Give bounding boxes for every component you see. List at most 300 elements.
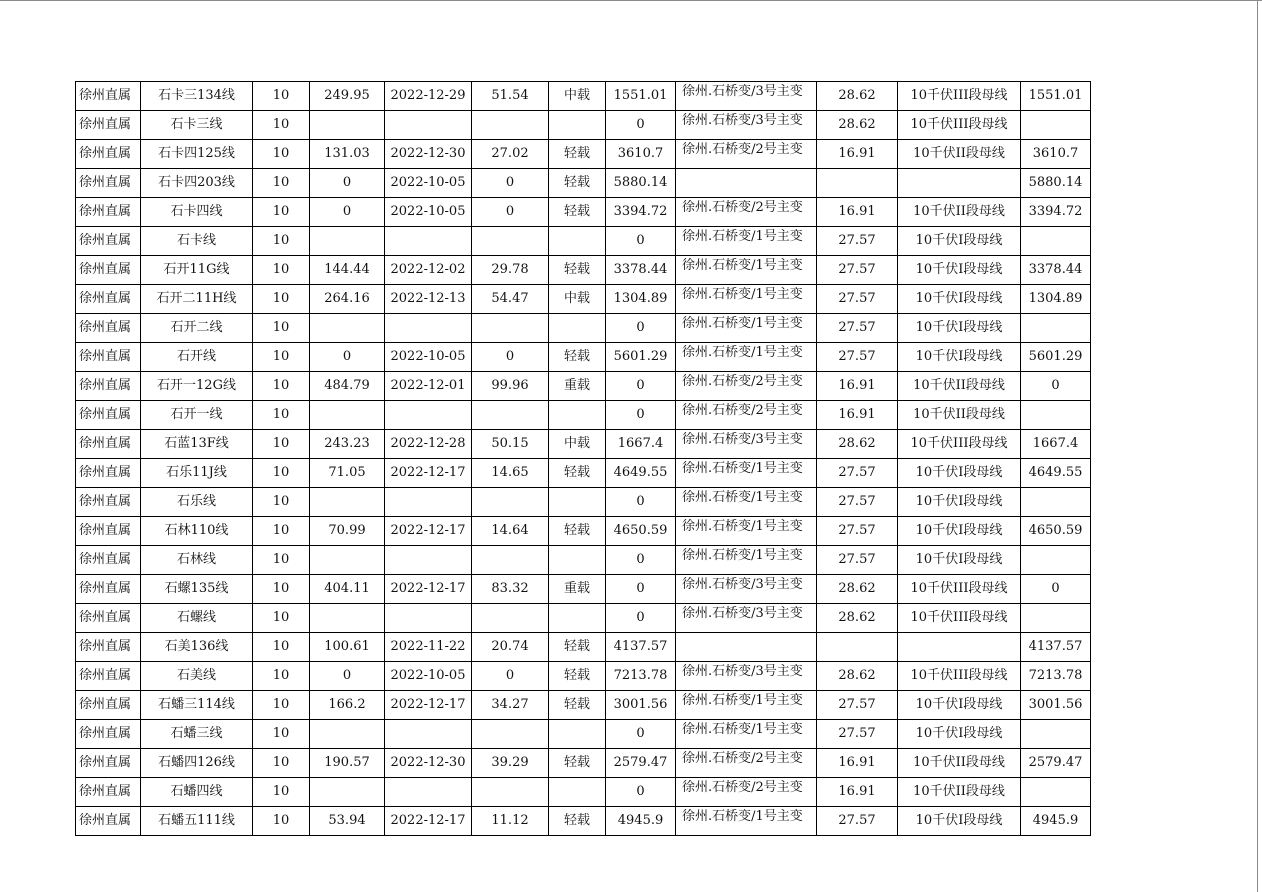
transformer-text: 徐州.石桥变/1号主变	[682, 461, 803, 476]
transformer-cell	[676, 720, 817, 749]
unit-cell: 徐州直属	[76, 488, 141, 517]
load-status-cell	[549, 778, 606, 807]
table-row	[76, 691, 1091, 720]
unit-cell: 徐州直属	[76, 749, 141, 778]
transformer-rate-cell: 27.57	[817, 488, 898, 517]
date-cell: 2022-12-17	[385, 807, 472, 836]
margin-cell	[1021, 227, 1091, 256]
capacity-cell: 0	[606, 314, 676, 343]
load-rate-cell	[472, 778, 549, 807]
capacity-cell: 0	[606, 778, 676, 807]
line-name-cell: 石蓝13F线	[141, 430, 253, 459]
transformer-cell	[676, 372, 817, 401]
value-cell: 243.23	[310, 430, 385, 459]
table-row	[76, 169, 1091, 198]
data-table	[75, 81, 1091, 836]
line-name-cell: 石卡三线	[141, 111, 253, 140]
value-cell: 0	[310, 169, 385, 198]
voltage-cell: 10	[253, 459, 310, 488]
voltage-cell: 10	[253, 604, 310, 633]
transformer-text: 徐州.石桥变/2号主变	[682, 780, 803, 795]
line-name-cell: 石卡四线	[141, 198, 253, 227]
date-cell	[385, 227, 472, 256]
transformer-text: 徐州.石桥变/1号主变	[682, 287, 803, 302]
date-cell	[385, 401, 472, 430]
transformer-rate-cell: 27.57	[817, 720, 898, 749]
transformer-rate-cell: 27.57	[817, 517, 898, 546]
margin-cell: 4137.57	[1021, 633, 1091, 662]
load-rate-cell	[472, 227, 549, 256]
margin-cell: 5880.14	[1021, 169, 1091, 198]
table-row	[76, 604, 1091, 633]
capacity-cell: 0	[606, 575, 676, 604]
transformer-cell	[676, 749, 817, 778]
transformer-cell	[676, 633, 817, 662]
transformer-cell	[676, 285, 817, 314]
transformer-cell	[676, 459, 817, 488]
load-rate-cell	[472, 488, 549, 517]
capacity-cell: 0	[606, 720, 676, 749]
transformer-rate-cell: 27.57	[817, 459, 898, 488]
value-cell	[310, 546, 385, 575]
date-cell	[385, 778, 472, 807]
transformer-rate-cell: 16.91	[817, 140, 898, 169]
transformer-cell	[676, 256, 817, 285]
unit-cell: 徐州直属	[76, 430, 141, 459]
transformer-text	[682, 171, 814, 195]
transformer-rate-cell: 28.62	[817, 111, 898, 140]
bus-cell: 10千伏I段母线	[898, 488, 1021, 517]
load-status-cell: 重载	[549, 575, 606, 604]
date-cell: 2022-12-02	[385, 256, 472, 285]
transformer-text: 徐州.石桥变/1号主变	[682, 316, 803, 331]
transformer-rate-cell: 16.91	[817, 778, 898, 807]
margin-cell: 1304.89	[1021, 285, 1091, 314]
page-top-border	[0, 0, 1262, 1]
date-cell: 2022-10-05	[385, 343, 472, 372]
voltage-cell: 10	[253, 285, 310, 314]
value-cell: 131.03	[310, 140, 385, 169]
margin-cell	[1021, 488, 1091, 517]
load-status-cell	[549, 227, 606, 256]
load-status-cell: 轻载	[549, 140, 606, 169]
transformer-text: 徐州.石桥变/3号主变	[682, 577, 803, 592]
voltage-cell: 10	[253, 488, 310, 517]
capacity-cell: 0	[606, 227, 676, 256]
margin-cell: 0	[1021, 372, 1091, 401]
bus-cell: 10千伏I段母线	[898, 546, 1021, 575]
transformer-cell	[676, 314, 817, 343]
load-status-cell: 轻载	[549, 807, 606, 836]
capacity-cell: 3394.72	[606, 198, 676, 227]
unit-cell: 徐州直属	[76, 198, 141, 227]
bus-cell: 10千伏II段母线	[898, 372, 1021, 401]
unit-cell: 徐州直属	[76, 343, 141, 372]
load-rate-cell	[472, 546, 549, 575]
voltage-cell: 10	[253, 778, 310, 807]
margin-cell	[1021, 546, 1091, 575]
table-row	[76, 575, 1091, 604]
load-status-cell: 轻载	[549, 662, 606, 691]
date-cell: 2022-10-05	[385, 662, 472, 691]
transformer-text: 徐州.石桥变/3号主变	[682, 664, 803, 679]
transformer-rate-cell: 16.91	[817, 372, 898, 401]
capacity-cell: 4945.9	[606, 807, 676, 836]
table-row	[76, 662, 1091, 691]
unit-cell: 徐州直属	[76, 575, 141, 604]
capacity-cell: 0	[606, 546, 676, 575]
load-status-cell: 中载	[549, 430, 606, 459]
date-cell	[385, 604, 472, 633]
load-status-cell: 轻载	[549, 517, 606, 546]
line-name-cell: 石美136线	[141, 633, 253, 662]
transformer-text: 徐州.石桥变/1号主变	[682, 519, 803, 534]
margin-cell: 0	[1021, 575, 1091, 604]
bus-cell: 10千伏III段母线	[898, 604, 1021, 633]
load-status-cell	[549, 488, 606, 517]
transformer-cell	[676, 517, 817, 546]
table-row	[76, 517, 1091, 546]
table-row	[76, 285, 1091, 314]
transformer-text: 徐州.石桥变/1号主变	[682, 809, 803, 824]
voltage-cell: 10	[253, 807, 310, 836]
load-rate-cell: 99.96	[472, 372, 549, 401]
bus-cell: 10千伏I段母线	[898, 517, 1021, 546]
voltage-cell: 10	[253, 662, 310, 691]
transformer-cell	[676, 691, 817, 720]
table-row	[76, 720, 1091, 749]
voltage-cell: 10	[253, 140, 310, 169]
value-cell: 100.61	[310, 633, 385, 662]
capacity-cell: 0	[606, 401, 676, 430]
transformer-text: 徐州.石桥变/3号主变	[682, 606, 803, 621]
date-cell	[385, 314, 472, 343]
voltage-cell: 10	[253, 401, 310, 430]
bus-cell: 10千伏II段母线	[898, 198, 1021, 227]
unit-cell: 徐州直属	[76, 691, 141, 720]
date-cell: 2022-12-30	[385, 140, 472, 169]
value-cell: 166.2	[310, 691, 385, 720]
transformer-cell	[676, 488, 817, 517]
load-rate-cell: 50.15	[472, 430, 549, 459]
table-row	[76, 778, 1091, 807]
line-name-cell: 石美线	[141, 662, 253, 691]
transformer-cell	[676, 546, 817, 575]
table-row	[76, 633, 1091, 662]
voltage-cell: 10	[253, 749, 310, 778]
transformer-cell	[676, 401, 817, 430]
bus-cell: 10千伏I段母线	[898, 807, 1021, 836]
transformer-text: 徐州.石桥变/3号主变	[682, 84, 803, 99]
line-name-cell: 石卡四203线	[141, 169, 253, 198]
load-status-cell: 轻载	[549, 633, 606, 662]
transformer-cell	[676, 430, 817, 459]
transformer-text: 徐州.石桥变/1号主变	[682, 693, 803, 708]
load-status-cell: 中载	[549, 82, 606, 111]
date-cell: 2022-12-30	[385, 749, 472, 778]
transformer-rate-cell	[817, 633, 898, 662]
capacity-cell: 0	[606, 488, 676, 517]
transformer-rate-cell	[817, 169, 898, 198]
value-cell	[310, 227, 385, 256]
value-cell: 53.94	[310, 807, 385, 836]
voltage-cell: 10	[253, 430, 310, 459]
unit-cell: 徐州直属	[76, 546, 141, 575]
value-cell: 144.44	[310, 256, 385, 285]
load-status-cell: 轻载	[549, 256, 606, 285]
voltage-cell: 10	[253, 691, 310, 720]
transformer-cell	[676, 604, 817, 633]
table-row	[76, 546, 1091, 575]
capacity-cell: 3001.56	[606, 691, 676, 720]
value-cell: 404.11	[310, 575, 385, 604]
load-rate-cell: 54.47	[472, 285, 549, 314]
unit-cell: 徐州直属	[76, 169, 141, 198]
voltage-cell: 10	[253, 256, 310, 285]
table-row	[76, 227, 1091, 256]
transformer-rate-cell: 28.62	[817, 82, 898, 111]
line-name-cell: 石蟠三114线	[141, 691, 253, 720]
load-status-cell	[549, 401, 606, 430]
capacity-cell: 1551.01	[606, 82, 676, 111]
line-name-cell: 石开线	[141, 343, 253, 372]
transformer-text: 徐州.石桥变/1号主变	[682, 548, 803, 563]
capacity-cell: 3378.44	[606, 256, 676, 285]
line-name-cell: 石开一线	[141, 401, 253, 430]
bus-cell: 10千伏II段母线	[898, 401, 1021, 430]
bus-cell: 10千伏III段母线	[898, 430, 1021, 459]
date-cell: 2022-12-17	[385, 459, 472, 488]
bus-cell: 10千伏I段母线	[898, 459, 1021, 488]
table-body	[76, 82, 1091, 836]
bus-cell: 10千伏II段母线	[898, 749, 1021, 778]
margin-cell: 3001.56	[1021, 691, 1091, 720]
line-name-cell: 石开二线	[141, 314, 253, 343]
unit-cell: 徐州直属	[76, 778, 141, 807]
transformer-rate-cell: 28.62	[817, 604, 898, 633]
transformer-text: 徐州.石桥变/1号主变	[682, 345, 803, 360]
line-name-cell: 石卡线	[141, 227, 253, 256]
margin-cell: 3378.44	[1021, 256, 1091, 285]
unit-cell: 徐州直属	[76, 401, 141, 430]
voltage-cell: 10	[253, 227, 310, 256]
capacity-cell: 0	[606, 372, 676, 401]
transformer-text: 徐州.石桥变/3号主变	[682, 432, 803, 447]
table-row	[76, 372, 1091, 401]
line-name-cell: 石螺线	[141, 604, 253, 633]
value-cell: 249.95	[310, 82, 385, 111]
line-name-cell: 石林110线	[141, 517, 253, 546]
date-cell	[385, 546, 472, 575]
capacity-cell: 1304.89	[606, 285, 676, 314]
transformer-rate-cell: 27.57	[817, 343, 898, 372]
load-status-cell	[549, 720, 606, 749]
value-cell	[310, 778, 385, 807]
transformer-rate-cell: 16.91	[817, 198, 898, 227]
value-cell: 484.79	[310, 372, 385, 401]
margin-cell	[1021, 720, 1091, 749]
unit-cell: 徐州直属	[76, 604, 141, 633]
margin-cell: 3610.7	[1021, 140, 1091, 169]
margin-cell	[1021, 401, 1091, 430]
voltage-cell: 10	[253, 198, 310, 227]
voltage-cell: 10	[253, 82, 310, 111]
transformer-rate-cell: 16.91	[817, 401, 898, 430]
load-rate-cell: 29.78	[472, 256, 549, 285]
line-name-cell: 石蟠四126线	[141, 749, 253, 778]
transformer-cell	[676, 807, 817, 836]
load-rate-cell: 0	[472, 343, 549, 372]
transformer-text: 徐州.石桥变/2号主变	[682, 200, 803, 215]
transformer-cell	[676, 227, 817, 256]
bus-cell: 10千伏III段母线	[898, 82, 1021, 111]
transformer-cell	[676, 140, 817, 169]
bus-cell: 10千伏II段母线	[898, 778, 1021, 807]
value-cell: 0	[310, 198, 385, 227]
bus-cell: 10千伏I段母线	[898, 227, 1021, 256]
table-row	[76, 256, 1091, 285]
transformer-rate-cell: 16.91	[817, 749, 898, 778]
transformer-text: 徐州.石桥变/2号主变	[682, 374, 803, 389]
voltage-cell: 10	[253, 343, 310, 372]
table-row	[76, 198, 1091, 227]
load-rate-cell	[472, 314, 549, 343]
transformer-text: 徐州.石桥变/2号主变	[682, 142, 803, 157]
voltage-cell: 10	[253, 517, 310, 546]
capacity-cell: 7213.78	[606, 662, 676, 691]
voltage-cell: 10	[253, 314, 310, 343]
load-status-cell: 轻载	[549, 343, 606, 372]
load-status-cell	[549, 314, 606, 343]
load-rate-cell	[472, 720, 549, 749]
transformer-text	[682, 635, 814, 659]
capacity-cell: 4650.59	[606, 517, 676, 546]
table-row	[76, 459, 1091, 488]
date-cell: 2022-10-05	[385, 169, 472, 198]
margin-cell	[1021, 778, 1091, 807]
bus-cell: 10千伏II段母线	[898, 140, 1021, 169]
transformer-text: 徐州.石桥变/1号主变	[682, 490, 803, 505]
voltage-cell: 10	[253, 633, 310, 662]
capacity-cell: 3610.7	[606, 140, 676, 169]
unit-cell: 徐州直属	[76, 82, 141, 111]
voltage-cell: 10	[253, 111, 310, 140]
transformer-text: 徐州.石桥变/2号主变	[682, 403, 803, 418]
transformer-text: 徐州.石桥变/2号主变	[682, 751, 803, 766]
bus-cell: 10千伏III段母线	[898, 662, 1021, 691]
date-cell: 2022-12-29	[385, 82, 472, 111]
transformer-cell	[676, 82, 817, 111]
table-row	[76, 343, 1091, 372]
load-status-cell	[549, 111, 606, 140]
load-rate-cell	[472, 604, 549, 633]
date-cell: 2022-12-28	[385, 430, 472, 459]
margin-cell	[1021, 314, 1091, 343]
transformer-rate-cell: 27.57	[817, 285, 898, 314]
line-name-cell: 石卡三134线	[141, 82, 253, 111]
table-row	[76, 314, 1091, 343]
transformer-rate-cell: 27.57	[817, 314, 898, 343]
load-rate-cell: 34.27	[472, 691, 549, 720]
bus-cell	[898, 633, 1021, 662]
line-name-cell: 石林线	[141, 546, 253, 575]
line-name-cell: 石卡四125线	[141, 140, 253, 169]
table-row	[76, 430, 1091, 459]
margin-cell: 2579.47	[1021, 749, 1091, 778]
value-cell: 0	[310, 343, 385, 372]
capacity-cell: 5601.29	[606, 343, 676, 372]
voltage-cell: 10	[253, 546, 310, 575]
load-rate-cell: 14.65	[472, 459, 549, 488]
load-status-cell: 轻载	[549, 198, 606, 227]
load-rate-cell: 0	[472, 198, 549, 227]
load-rate-cell	[472, 111, 549, 140]
voltage-cell: 10	[253, 169, 310, 198]
transformer-text: 徐州.石桥变/1号主变	[682, 258, 803, 273]
margin-cell: 5601.29	[1021, 343, 1091, 372]
value-cell: 70.99	[310, 517, 385, 546]
date-cell: 2022-12-17	[385, 575, 472, 604]
transformer-cell	[676, 343, 817, 372]
transformer-rate-cell: 27.57	[817, 227, 898, 256]
unit-cell: 徐州直属	[76, 111, 141, 140]
table-row	[76, 111, 1091, 140]
transformer-text: 徐州.石桥变/1号主变	[682, 722, 803, 737]
margin-cell: 4649.55	[1021, 459, 1091, 488]
transformer-rate-cell: 28.62	[817, 430, 898, 459]
margin-cell: 7213.78	[1021, 662, 1091, 691]
load-status-cell	[549, 604, 606, 633]
unit-cell: 徐州直属	[76, 140, 141, 169]
transformer-rate-cell: 27.57	[817, 807, 898, 836]
load-status-cell: 重载	[549, 372, 606, 401]
load-rate-cell: 51.54	[472, 82, 549, 111]
unit-cell: 徐州直属	[76, 256, 141, 285]
unit-cell: 徐州直属	[76, 459, 141, 488]
transformer-rate-cell: 27.57	[817, 256, 898, 285]
capacity-cell: 4649.55	[606, 459, 676, 488]
bus-cell: 10千伏I段母线	[898, 343, 1021, 372]
bus-cell	[898, 169, 1021, 198]
transformer-cell	[676, 198, 817, 227]
load-status-cell: 轻载	[549, 459, 606, 488]
capacity-cell: 4137.57	[606, 633, 676, 662]
transformer-cell	[676, 111, 817, 140]
date-cell: 2022-12-01	[385, 372, 472, 401]
load-rate-cell: 0	[472, 169, 549, 198]
date-cell	[385, 720, 472, 749]
transformer-rate-cell: 28.62	[817, 662, 898, 691]
transformer-cell	[676, 169, 817, 198]
capacity-cell: 5880.14	[606, 169, 676, 198]
bus-cell: 10千伏I段母线	[898, 285, 1021, 314]
value-cell: 0	[310, 662, 385, 691]
bus-cell: 10千伏III段母线	[898, 575, 1021, 604]
unit-cell: 徐州直属	[76, 227, 141, 256]
margin-cell: 4650.59	[1021, 517, 1091, 546]
margin-cell: 4945.9	[1021, 807, 1091, 836]
line-name-cell: 石蟠三线	[141, 720, 253, 749]
load-status-cell: 轻载	[549, 169, 606, 198]
line-name-cell: 石蟠五111线	[141, 807, 253, 836]
transformer-rate-cell: 27.57	[817, 691, 898, 720]
value-cell	[310, 314, 385, 343]
transformer-rate-cell: 28.62	[817, 575, 898, 604]
date-cell: 2022-12-13	[385, 285, 472, 314]
value-cell: 71.05	[310, 459, 385, 488]
table-row	[76, 807, 1091, 836]
transformer-text: 徐州.石桥变/1号主变	[682, 229, 803, 244]
